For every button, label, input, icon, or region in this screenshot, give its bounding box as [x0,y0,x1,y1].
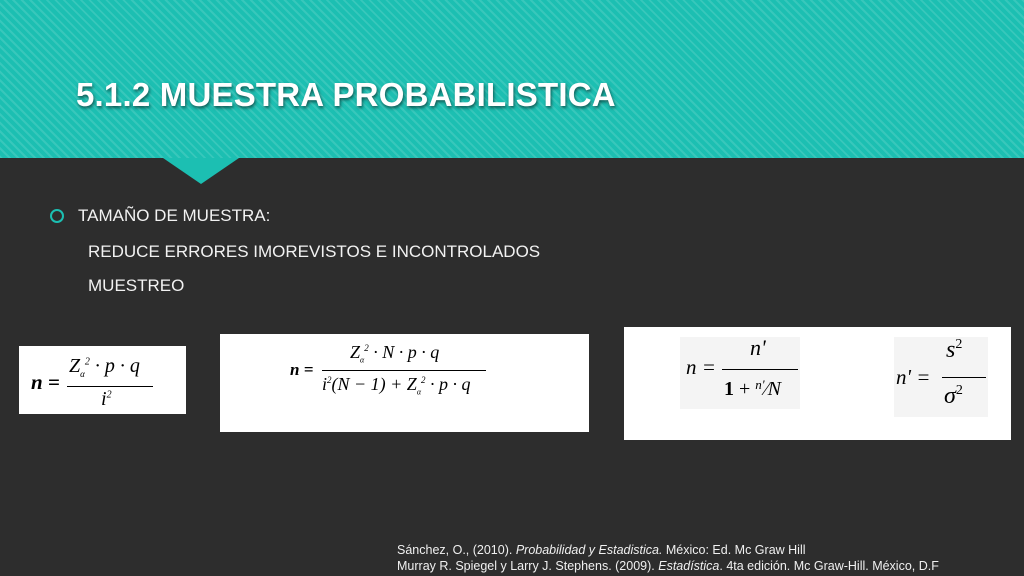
bullet-text: TAMAÑO DE MUESTRA: [78,206,271,225]
bullet-circle-icon [50,209,64,223]
reference-1: Sánchez, O., (2010). Probabilidad y Estadistica. México: Ed. Mc Graw Hill [397,543,806,557]
references [397,542,939,574]
sub-line-2: MUESTREO [88,276,185,295]
sub-line-1: REDUCE ERRORES IMOREVISTOS E INCONTROLADOS [88,242,541,261]
reference-2: Murray R. Spiegel y Larry J. Stephens. (2009). Estadística. 4ta edición. Mc Graw-Hill. México, D.F [397,559,939,573]
formula-image-3: n = n' 1 + $^{n'}$⁄N n' = $s^2$ $\sigma^2$ [624,327,1011,440]
banner-notch [163,158,239,184]
bullet-item [50,206,270,226]
formula-image-2: n = $Z_\alpha^2 \cdot N \cdot p \cdot q$ $i^2(N - 1) + Z_\alpha^2 \cdot p \cdot q$ [220,334,589,432]
formula-image-1: n = $Z_\alpha^2 \cdot p \cdot q$ $i^2$ [19,346,186,414]
slide-title: 5.1.2 MUESTRA PROBABILISTICA [76,76,616,113]
